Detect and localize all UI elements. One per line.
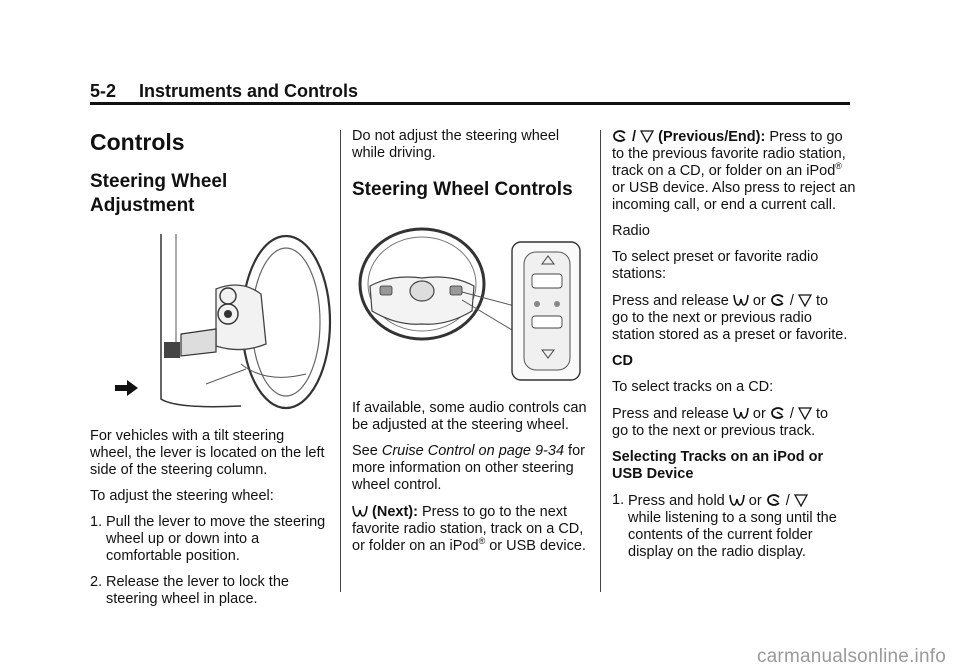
tilt-lever-illustration — [146, 234, 346, 414]
list-item: 1. Press and hold or / while listening to a song until the contents of the current folder display on the radio display. — [612, 492, 837, 560]
page-header — [90, 80, 850, 102]
arrow-icon — [115, 378, 139, 398]
adjust-steps-list — [90, 514, 330, 608]
paragraph-cd-intro: To select tracks on a CD: — [612, 379, 774, 395]
previous-c-icon — [766, 492, 782, 508]
cross-reference-link[interactable]: Cruise Control on page 9-34 — [381, 443, 565, 459]
column-3 — [612, 128, 857, 570]
ipod-steps-list — [612, 492, 857, 561]
subsection-title-steering-wheel-adjustment: Steering Wheel Adjustment — [90, 171, 228, 216]
paragraph-adjust-intro: To adjust the steering wheel: — [90, 488, 274, 504]
column-1 — [90, 128, 330, 617]
next-w-icon — [733, 405, 749, 421]
heading-cd: CD — [612, 353, 633, 369]
previous-c-icon — [770, 405, 786, 421]
watermark: carmanualsonline.info — [756, 646, 946, 667]
chapter-title: Instruments and Controls — [139, 81, 359, 101]
paragraph-tilt-lever: For vehicles with a tilt steering wheel, the lever is located on the left side of the steering column. — [90, 428, 325, 478]
steering-wheel-controls-illustration — [352, 216, 587, 386]
subsection-title-steering-wheel-controls: Steering Wheel Controls — [352, 179, 573, 200]
header-rule — [90, 102, 850, 105]
list-item: 2. Release the lever to lock the steering wheel in place. — [90, 574, 289, 607]
paragraph-warning: Do not adjust the steering wheel while driving. — [352, 128, 560, 161]
next-w-icon — [729, 492, 745, 508]
page-number: 5-2 — [90, 81, 117, 101]
next-w-icon — [733, 292, 749, 308]
heading-radio: Radio — [612, 223, 650, 239]
column-2 — [352, 128, 592, 564]
paragraph-previous-button: / (Previous/End): Press to go to the previous favorite radio station, track on a CD, or folder on an iPod® or USB device. Also press to reject an incoming call, or end a current call. — [612, 129, 856, 213]
section-title-controls: Controls — [90, 129, 185, 155]
end-triangle-icon — [640, 129, 654, 143]
end-triangle-icon — [798, 406, 812, 420]
paragraph-next-button: (Next): Press to go to the next favorite radio station, track on a CD, or folder on an iPod® or USB device. — [352, 504, 586, 554]
paragraph-radio-press: Press and release or / to go to the next or previous radio station stored as a preset or favorite. — [612, 293, 848, 343]
previous-c-icon — [612, 128, 628, 144]
column-divider — [340, 130, 341, 592]
list-item: 1. Pull the lever to move the steering wheel up or down into a comfortable position. — [90, 514, 326, 564]
end-triangle-icon — [798, 293, 812, 307]
previous-c-icon — [770, 292, 786, 308]
paragraph-radio-intro: To select preset or favorite radio stations: — [612, 249, 819, 282]
heading-ipod-usb: Selecting Tracks on an iPod or USB Device — [612, 449, 824, 482]
paragraph-cd-press: Press and release or / to go to the next or previous track. — [612, 406, 829, 439]
column-divider — [600, 130, 601, 592]
paragraph-see-reference: See Cruise Control on page 9-34 for more information on other steering wheel control. — [352, 443, 585, 493]
paragraph-audio-controls: If available, some audio controls can be adjusted at the steering wheel. — [352, 400, 587, 433]
end-triangle-icon — [794, 493, 808, 507]
next-w-icon — [352, 503, 368, 519]
